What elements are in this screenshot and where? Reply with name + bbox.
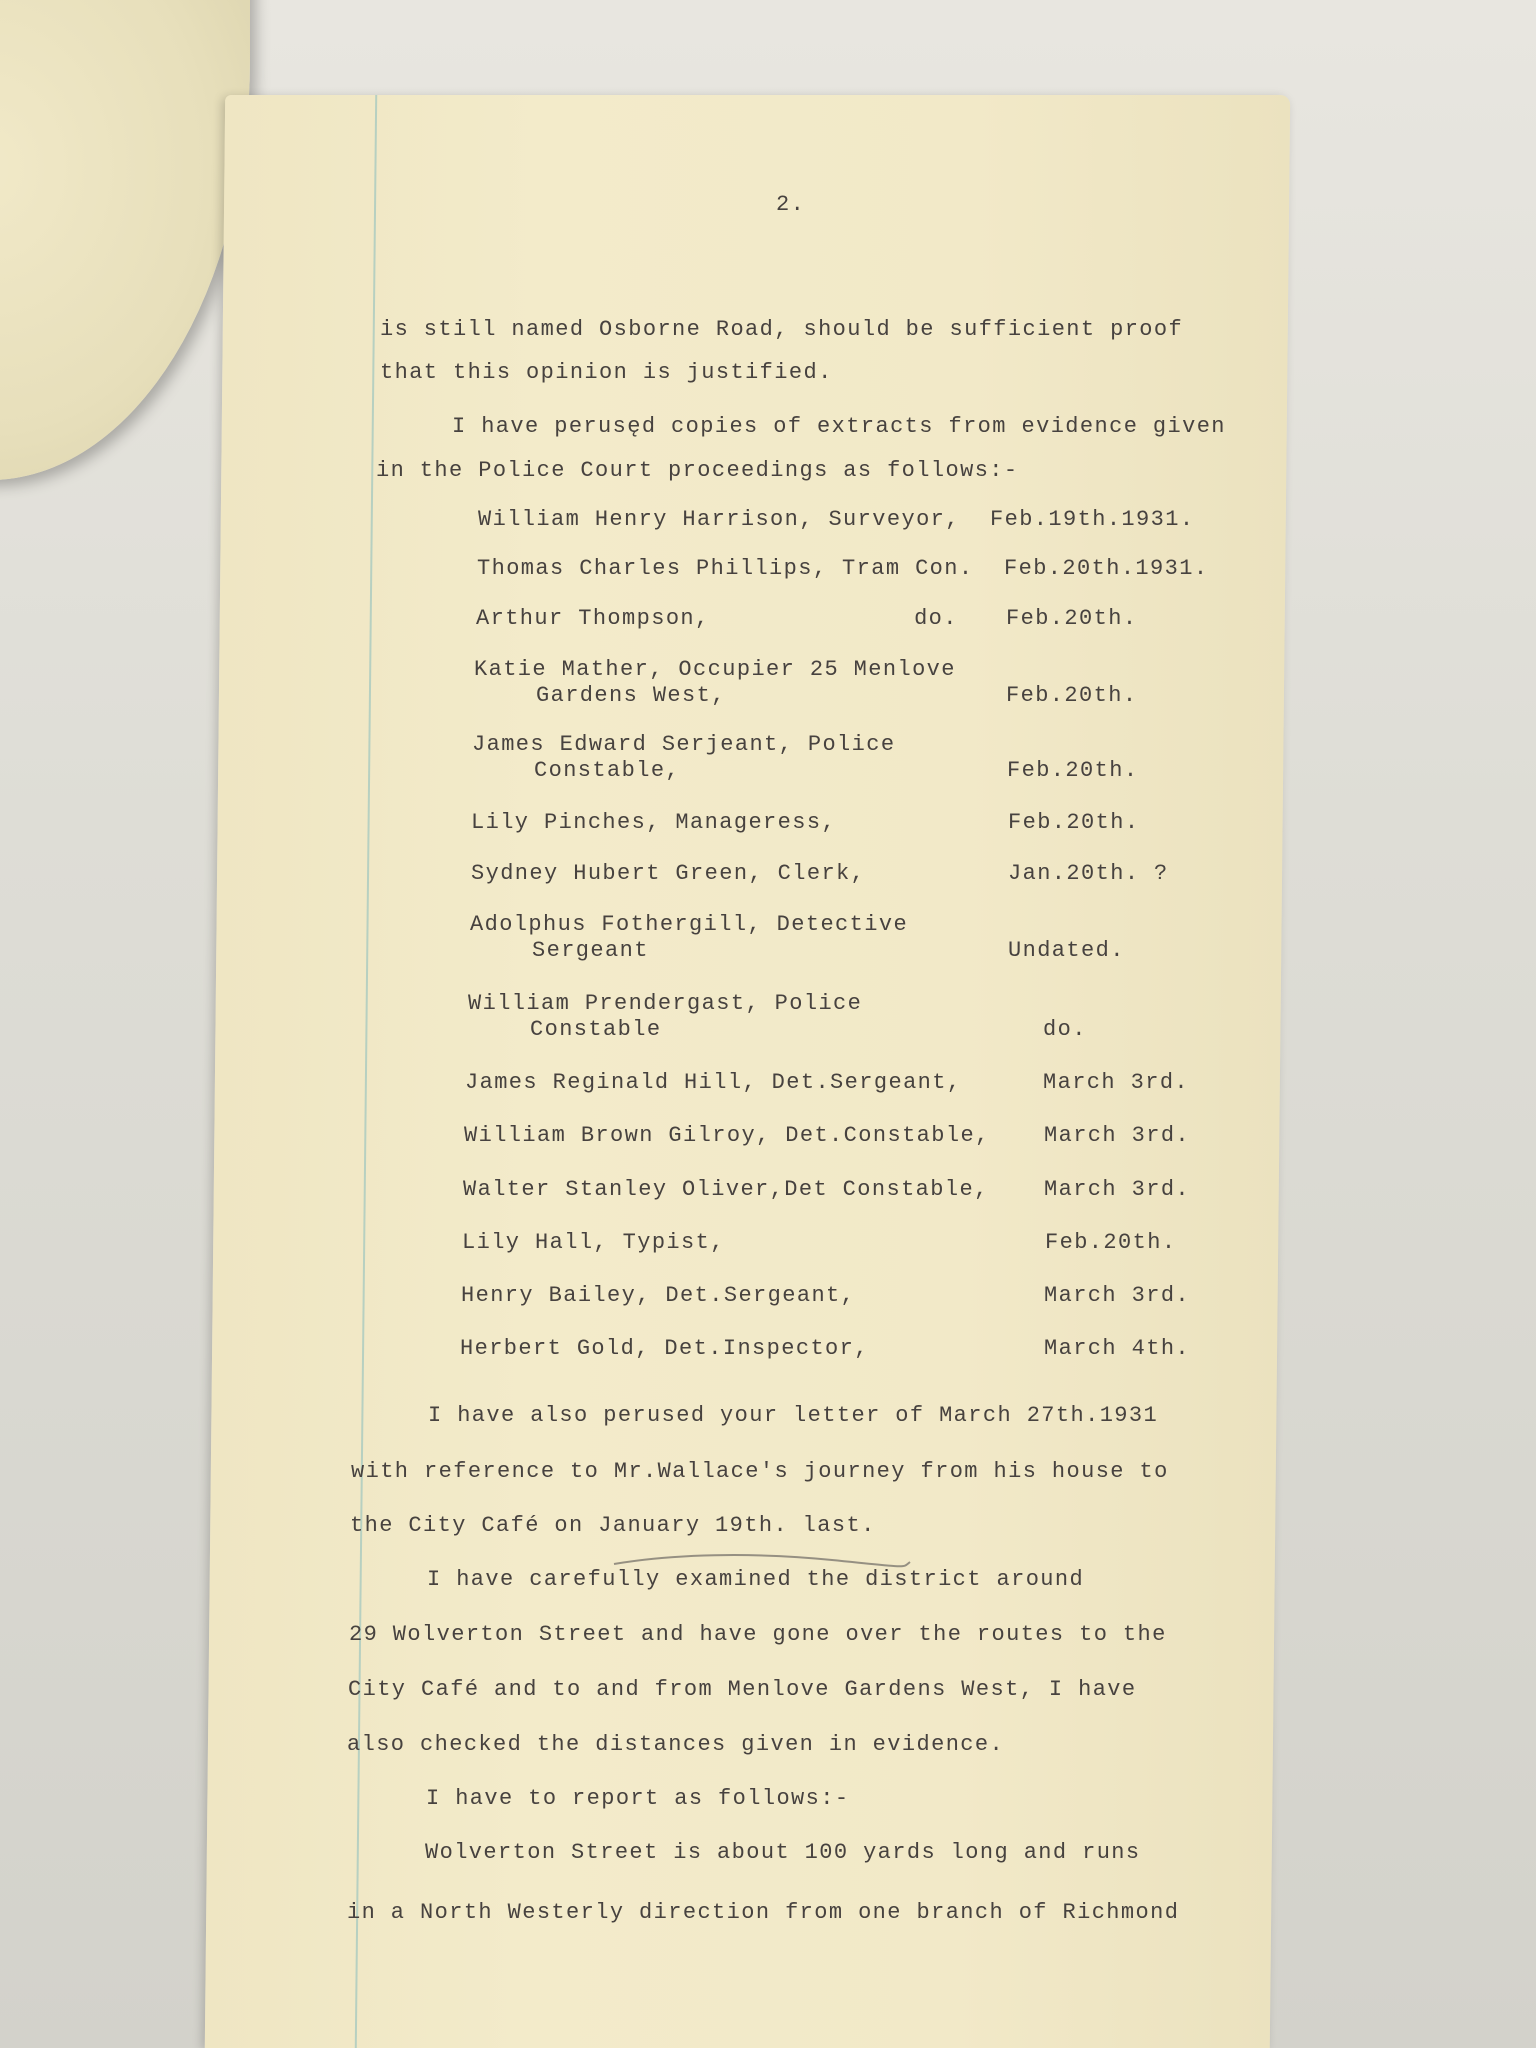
witness-date: Feb.20th. [1007, 758, 1139, 783]
text-line: the City Café on January 19th. last. [350, 1513, 876, 1538]
witness-date: Feb.20th. [1006, 683, 1138, 708]
witness-name: William Prendergast, Police [468, 991, 863, 1016]
text-line: in the Police Court proceedings as follows:- [376, 458, 1019, 483]
witness-date: March 3rd. [1044, 1283, 1191, 1308]
witness-date: Undated. [1008, 938, 1125, 963]
text-line: I have perusęd copies of extracts from evidence given [452, 414, 1226, 439]
witness-name: James Reginald Hill, Det.Sergeant, [465, 1070, 962, 1095]
witness-date: March 3rd. [1044, 1177, 1191, 1202]
witness-name: William Brown Gilroy, Det.Constable, [464, 1123, 990, 1148]
text-line: I have carefully examined the district around [427, 1567, 1085, 1592]
text-line: 29 Wolverton Street and have gone over the routes to the [349, 1622, 1167, 1647]
witness-name-continued: Sergeant [532, 938, 649, 963]
witness-name-continued: Constable, [534, 758, 681, 783]
witness-name: Henry Bailey, Det.Sergeant, [461, 1283, 856, 1308]
witness-name: Lily Hall, Typist, [462, 1230, 725, 1255]
witness-name-continued: Gardens West, [536, 683, 726, 708]
text-line: also checked the distances given in evidence. [347, 1732, 1005, 1757]
witness-date: March 3rd. [1043, 1070, 1190, 1095]
text-line: City Café and to and from Menlove Gardens West, I have [348, 1677, 1137, 1702]
witness-date: March 3rd. [1044, 1123, 1191, 1148]
witness-date: March 4th. [1044, 1336, 1191, 1361]
text-line: with reference to Mr.Wallace's journey from his house to [351, 1459, 1169, 1484]
witness-name: Arthur Thompson, do. [476, 606, 958, 631]
text-line: Wolverton Street is about 100 yards long and runs [425, 1840, 1141, 1865]
witness-name: Katie Mather, Occupier 25 Menlove [474, 657, 956, 682]
text-line: I have to report as follows:- [426, 1786, 850, 1811]
witness-name: Lily Pinches, Manageress, [471, 810, 837, 835]
text-line: I have also perused your letter of March 27th.1931 [428, 1403, 1159, 1428]
witness-date: Feb.19th.1931. [990, 507, 1195, 532]
witness-date: Jan.20th. ? [1008, 861, 1169, 886]
witness-name: Herbert Gold, Det.Inspector, [460, 1336, 869, 1361]
witness-name: Thomas Charles Phillips, Tram Con. [477, 556, 974, 581]
witness-name: William Henry Harrison, Surveyor, [478, 507, 960, 532]
page-number: 2. [776, 192, 806, 217]
witness-name: Sydney Hubert Green, Clerk, [471, 861, 866, 886]
witness-date: Feb.20th. [1008, 810, 1140, 835]
witness-date: Feb.20th. [1006, 606, 1138, 631]
text-line: that this opinion is justified. [380, 360, 833, 385]
witness-name: Adolphus Fothergill, Detective [470, 912, 909, 937]
text-line: in a North Westerly direction from one branch of Richmond [347, 1900, 1180, 1925]
witness-name-continued: Constable [530, 1017, 662, 1042]
witness-name: Walter Stanley Oliver,Det Constable, [463, 1177, 989, 1202]
witness-date: do. [1043, 1017, 1087, 1042]
text-line: is still named Osborne Road, should be sufficient proof [380, 317, 1184, 342]
witness-name: James Edward Serjeant, Police [472, 732, 896, 757]
witness-date: Feb.20th.1931. [1004, 556, 1209, 581]
witness-date: Feb.20th. [1045, 1230, 1177, 1255]
